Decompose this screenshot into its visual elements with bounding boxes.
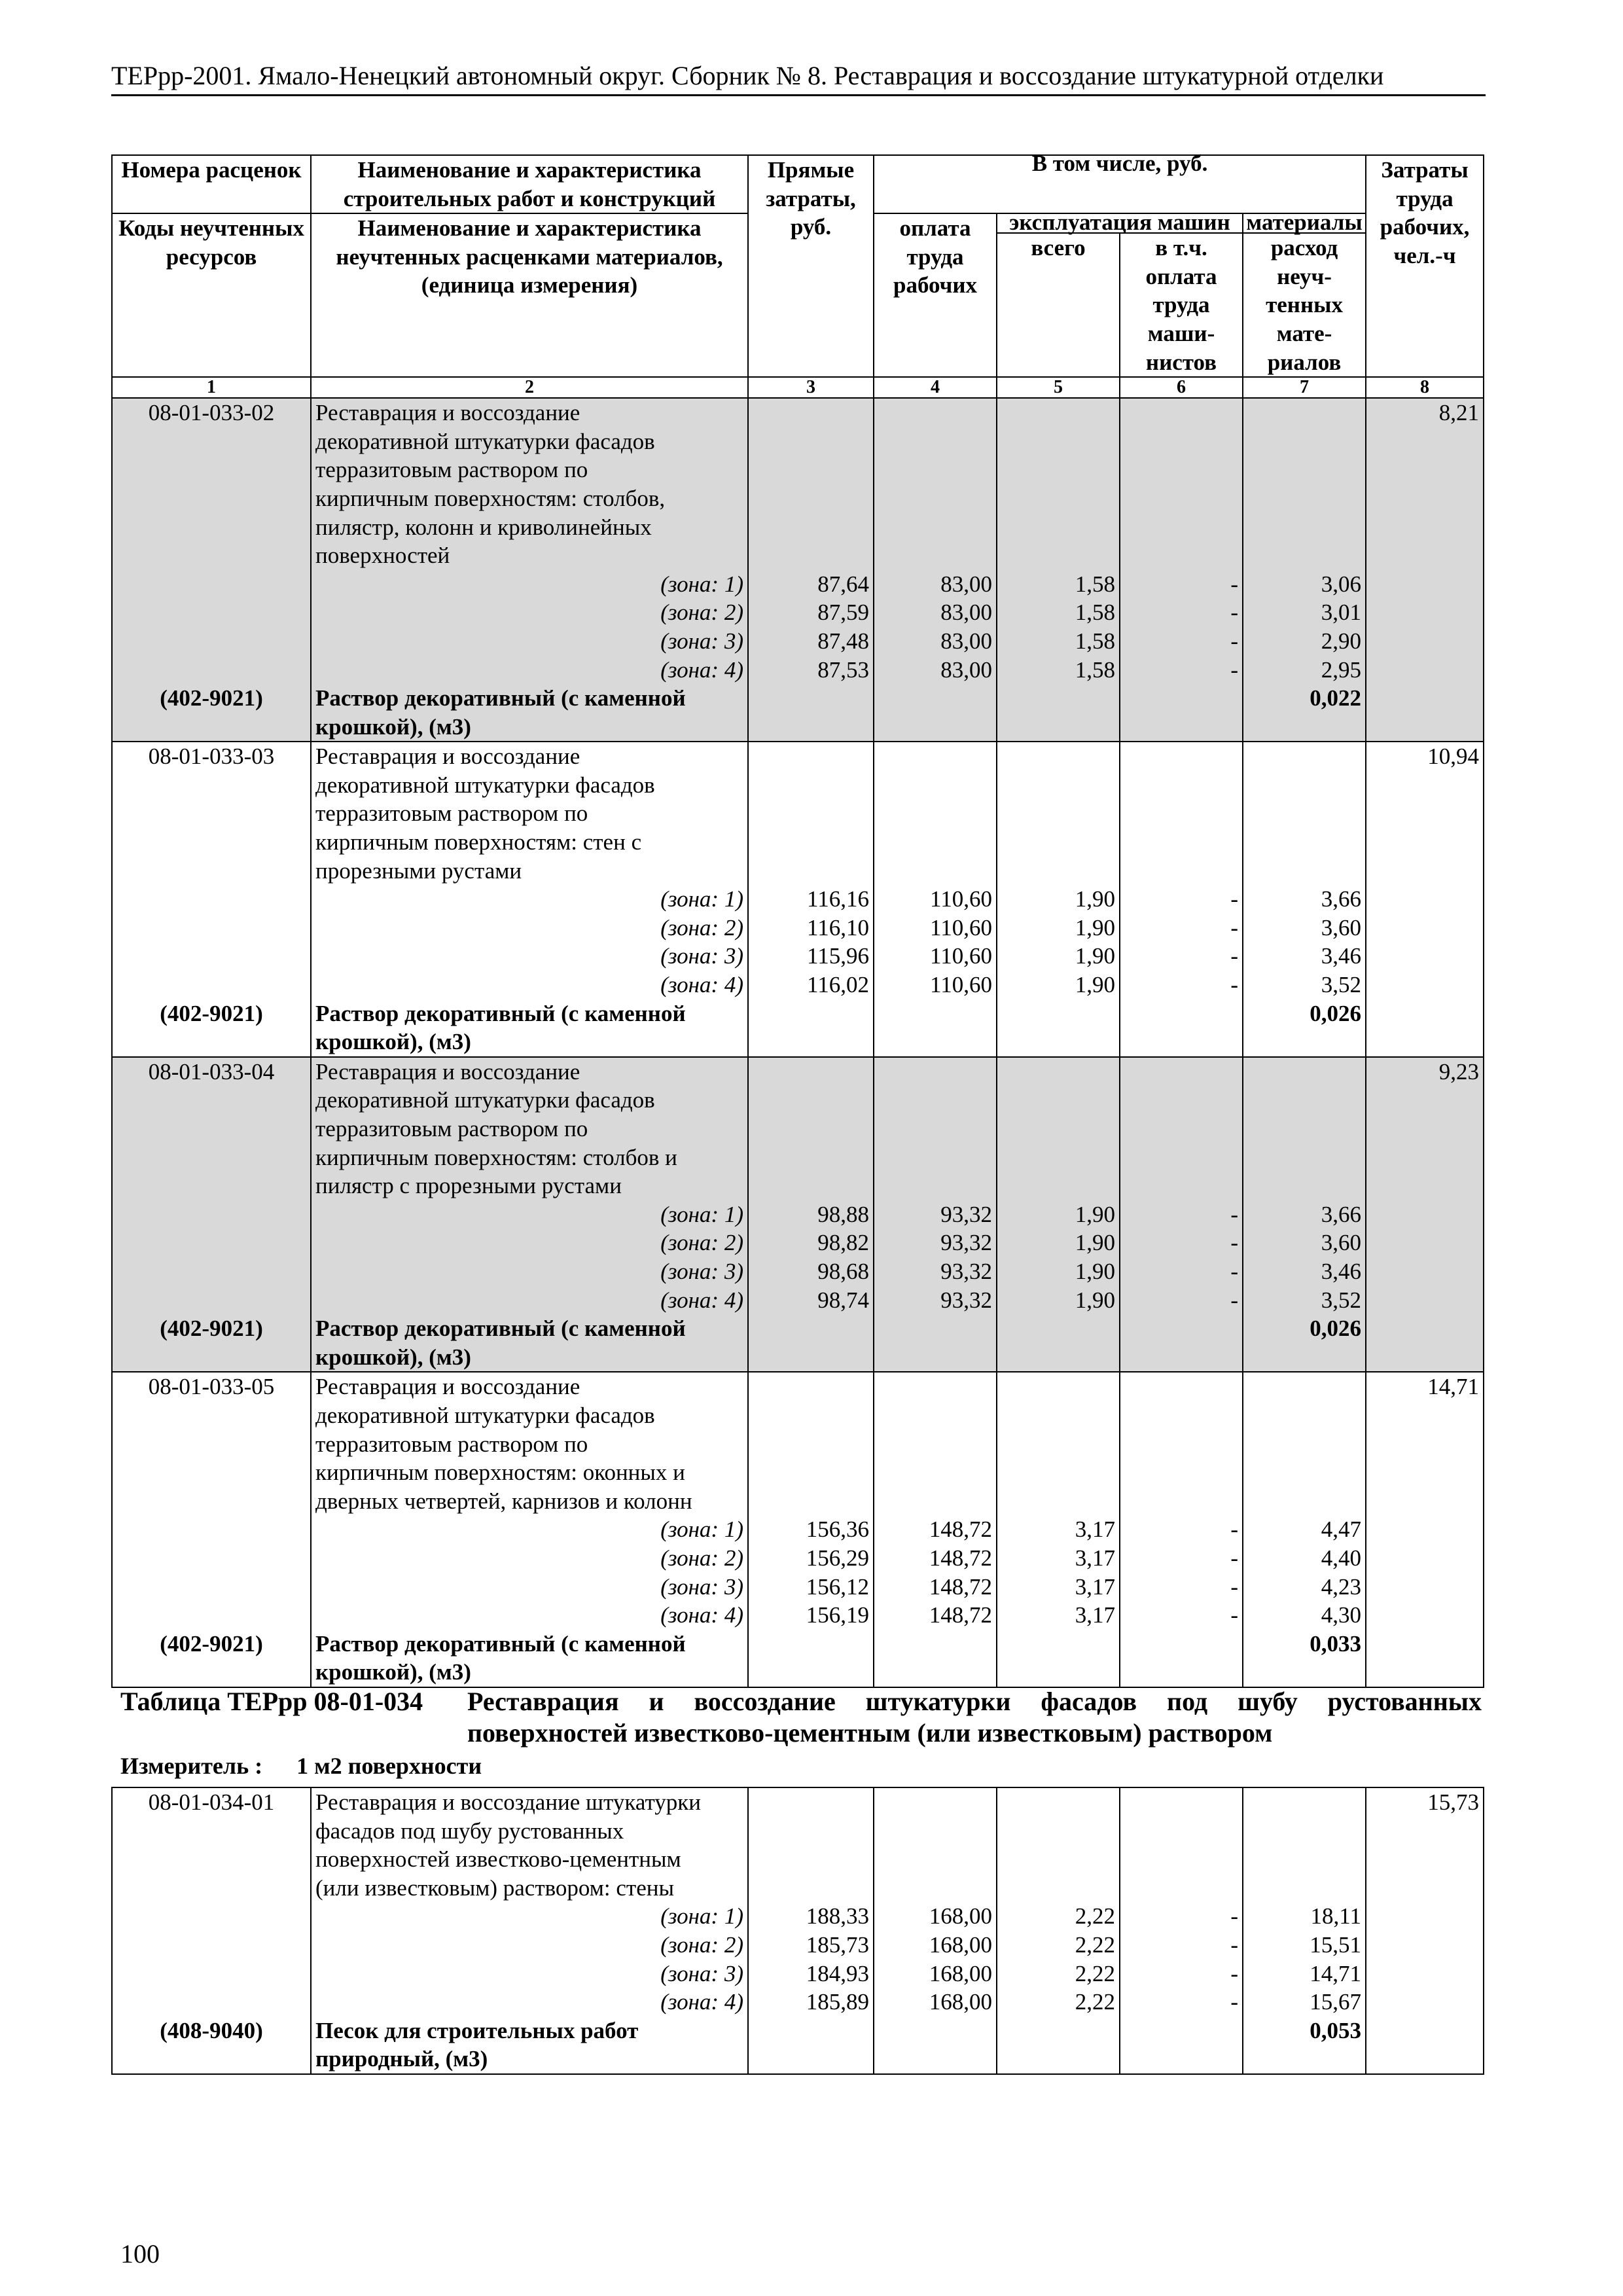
- rate-desc-line: декоративной штукатурки фасадов: [311, 1401, 748, 1430]
- zone-label: (зона: 4): [311, 1286, 748, 1315]
- col4-header: оплата труда рабочих: [874, 213, 997, 377]
- machinist-wages: -: [1120, 1573, 1243, 1602]
- measure-label: Измеритель :: [120, 1753, 263, 1779]
- col2-bottom-header: Наименование и характеристика неучтенных расценками материалов, (единица измерения): [311, 213, 748, 377]
- wages: 93,32: [874, 1257, 997, 1286]
- material-name: Раствор декоративный (с каменной: [311, 999, 748, 1028]
- material-row: [112, 1314, 1484, 1343]
- table-caption-label: Таблица ТЕРрр 08-01-034: [120, 1687, 423, 1716]
- zone-label: (зона: 3): [311, 627, 748, 656]
- col1-bottom-header: Коды неучтенных ресурсов: [112, 213, 311, 377]
- table-row: [112, 1372, 1484, 1401]
- material-name: Раствор декоративный (с каменной: [311, 1314, 748, 1343]
- zone-row: [112, 885, 1484, 914]
- materials-cost: 3,01: [1243, 598, 1366, 627]
- machines-total: 2,22: [997, 1931, 1120, 1960]
- rates-table-2: [111, 1787, 1484, 2075]
- labor-cost: 15,73: [1366, 1787, 1484, 1817]
- machinist-wages: -: [1120, 1931, 1243, 1960]
- material-code: (402-9021): [112, 1630, 311, 1659]
- material-row: [112, 999, 1484, 1028]
- material-code: (402-9021): [112, 684, 311, 713]
- machinist-wages: -: [1120, 1286, 1243, 1315]
- zone-row: [112, 570, 1484, 599]
- machines-total: 3,17: [997, 1515, 1120, 1544]
- material-qty: 0,053: [1243, 2017, 1366, 2045]
- machines-total: 1,58: [997, 570, 1120, 599]
- machinist-wages: -: [1120, 627, 1243, 656]
- material-row: [112, 2017, 1484, 2045]
- zone-label: (зона: 2): [311, 1931, 748, 1960]
- zone-row: [112, 914, 1484, 942]
- wages: 83,00: [874, 598, 997, 627]
- machines-total: 1,90: [997, 914, 1120, 942]
- material-name: Раствор декоративный (с каменной: [311, 1630, 748, 1659]
- zone-label: (зона: 1): [311, 1515, 748, 1544]
- wages: 168,00: [874, 1902, 997, 1931]
- rate-desc-line: декоративной штукатурки фасадов: [311, 427, 748, 456]
- machines-total: 1,58: [997, 627, 1120, 656]
- machinist-wages: -: [1120, 1988, 1243, 2017]
- zone-row: [112, 1200, 1484, 1229]
- table-row: [112, 398, 1484, 427]
- rate-desc-line: терразитовым раствором по: [311, 1430, 748, 1459]
- materials-cost: 4,30: [1243, 1601, 1366, 1630]
- machines-total: 2,22: [997, 1988, 1120, 2017]
- page-header: ТЕРрр-2001. Ямало-Ненецкий автономный округ. Сборник № 8. Реставрация и воссоздание штукатурной отделки: [111, 60, 1486, 96]
- materials-cost: 2,90: [1243, 627, 1366, 656]
- table-caption-text: Реставрация и воссоздание штукатурки фасадов под шубу рустованных поверхностей известково-цементным (или известковым) раствором: [467, 1687, 1482, 1748]
- direct-cost: 184,93: [748, 1960, 874, 1988]
- machines-total: 2,22: [997, 1902, 1120, 1931]
- zone-label: (зона: 4): [311, 971, 748, 999]
- material-name: Раствор декоративный (с каменной: [311, 684, 748, 713]
- direct-cost: 156,12: [748, 1573, 874, 1602]
- zone-row: [112, 1286, 1484, 1315]
- machinist-wages: -: [1120, 914, 1243, 942]
- machines-total: 3,17: [997, 1601, 1120, 1630]
- direct-cost: 98,74: [748, 1286, 874, 1315]
- machinist-wages: -: [1120, 1257, 1243, 1286]
- zone-row: [112, 1229, 1484, 1257]
- material-name: крошкой), (м3): [311, 1658, 748, 1687]
- machines-total: 2,22: [997, 1960, 1120, 1988]
- machines-total: 3,17: [997, 1544, 1120, 1573]
- materials-cost: 3,52: [1243, 1286, 1366, 1315]
- measure-line: [120, 1751, 482, 1780]
- materials-header: материалы: [1243, 213, 1366, 233]
- zone-label: (зона: 2): [311, 598, 748, 627]
- machines-total: 1,90: [997, 885, 1120, 914]
- wages: 83,00: [874, 656, 997, 685]
- col2-top-header: Наименование и характеристика строительных работ и конструкций: [311, 155, 748, 213]
- rate-code: 08-01-034-01: [112, 1787, 311, 1817]
- rate-code: 08-01-033-03: [112, 742, 311, 771]
- zone-row: [112, 1988, 1484, 2017]
- col-number: 8: [1366, 377, 1484, 398]
- materials-cost: 4,47: [1243, 1515, 1366, 1544]
- material-row: [112, 684, 1484, 713]
- materials-cost: 3,46: [1243, 942, 1366, 971]
- wages: 93,32: [874, 1229, 997, 1257]
- rates-table: [111, 151, 1484, 1688]
- materials-cost: 3,60: [1243, 1229, 1366, 1257]
- direct-cost: 185,73: [748, 1931, 874, 1960]
- materials-cost: 15,51: [1243, 1931, 1366, 1960]
- col-number: 6: [1120, 377, 1243, 398]
- direct-cost: 98,88: [748, 1200, 874, 1229]
- material-name: крошкой), (м3): [311, 1028, 748, 1057]
- material-name: Песок для строительных работ: [311, 2017, 748, 2045]
- zone-label: (зона: 2): [311, 1544, 748, 1573]
- labor-cost: 8,21: [1366, 398, 1484, 427]
- direct-cost: 156,19: [748, 1601, 874, 1630]
- machines-total: 1,90: [997, 971, 1120, 999]
- materials-cost: 3,06: [1243, 570, 1366, 599]
- machinist-wages: -: [1120, 1200, 1243, 1229]
- rate-desc-line: Реставрация и воссоздание: [311, 1057, 748, 1086]
- machines-total: 1,90: [997, 1200, 1120, 1229]
- zone-row: [112, 598, 1484, 627]
- labor-cost: 10,94: [1366, 742, 1484, 771]
- rate-desc-line: фасадов под шубу рустованных: [311, 1817, 748, 1846]
- machines-total: 1,90: [997, 1286, 1120, 1315]
- materials-cost: 3,52: [1243, 971, 1366, 999]
- rate-desc-line: пилястр с прорезными рустами: [311, 1172, 748, 1200]
- zone-label: (зона: 4): [311, 656, 748, 685]
- zone-row: [112, 942, 1484, 971]
- materials-cost: 3,66: [1243, 1200, 1366, 1229]
- wages: 110,60: [874, 885, 997, 914]
- zone-label: (зона: 1): [311, 1200, 748, 1229]
- machines-total: 1,90: [997, 942, 1120, 971]
- labor-cost: 9,23: [1366, 1057, 1484, 1086]
- rate-entry: [112, 1787, 1484, 2074]
- direct-cost: 87,59: [748, 598, 874, 627]
- rate-desc-line: кирпичным поверхностям: оконных и: [311, 1458, 748, 1487]
- zone-row: [112, 1601, 1484, 1630]
- zone-row: [112, 1573, 1484, 1602]
- direct-cost: 98,68: [748, 1257, 874, 1286]
- material-qty: 0,022: [1243, 684, 1366, 713]
- incl-header: В том числе, руб.: [874, 155, 1366, 213]
- rate-desc-line: (или известковым) раствором: стены: [311, 1874, 748, 1903]
- machinist-wages: -: [1120, 942, 1243, 971]
- col-number: 3: [748, 377, 874, 398]
- rate-desc-line: Реставрация и воссоздание: [311, 398, 748, 427]
- rate-desc-line: Реставрация и воссоздание штукатурки: [311, 1787, 748, 1817]
- material-qty: 0,026: [1243, 1314, 1366, 1343]
- zone-row: [112, 656, 1484, 685]
- rate-entry: [112, 742, 1484, 1057]
- rate-desc-line: декоративной штукатурки фасадов: [311, 1086, 748, 1115]
- machines-total: 1,58: [997, 656, 1120, 685]
- col7-header: расход неуч-тенных мате-риалов: [1243, 233, 1366, 377]
- wages: 148,72: [874, 1573, 997, 1602]
- zone-label: (зона: 3): [311, 942, 748, 971]
- material-code: (408-9040): [112, 2017, 311, 2045]
- zone-row: [112, 1931, 1484, 1960]
- machines-header: эксплуатация машин: [997, 213, 1243, 233]
- wages: 168,00: [874, 1988, 997, 2017]
- table-row: [112, 1057, 1484, 1086]
- zone-label: (зона: 4): [311, 1601, 748, 1630]
- direct-cost: 116,16: [748, 885, 874, 914]
- zone-label: (зона: 3): [311, 1960, 748, 1988]
- machinist-wages: -: [1120, 1515, 1243, 1544]
- rate-desc-line: терразитовым раствором по: [311, 1115, 748, 1143]
- machinist-wages: -: [1120, 1229, 1243, 1257]
- machinist-wages: -: [1120, 885, 1243, 914]
- machines-total: 1,90: [997, 1257, 1120, 1286]
- col-number: 1: [112, 377, 311, 398]
- machines-total: 1,90: [997, 1229, 1120, 1257]
- col-number: 4: [874, 377, 997, 398]
- rate-desc-line: поверхностей известково-цементным: [311, 1845, 748, 1874]
- material-code: (402-9021): [112, 1314, 311, 1343]
- wages: 83,00: [874, 627, 997, 656]
- zone-label: (зона: 2): [311, 1229, 748, 1257]
- machinist-wages: -: [1120, 1544, 1243, 1573]
- materials-cost: 14,71: [1243, 1960, 1366, 1988]
- material-name: природный, (м3): [311, 2045, 748, 2074]
- machinist-wages: -: [1120, 598, 1243, 627]
- machinist-wages: -: [1120, 1960, 1243, 1988]
- rate-desc-line: дверных четвертей, карнизов и колонн: [311, 1487, 748, 1516]
- zone-label: (зона: 1): [311, 1902, 748, 1931]
- zone-row: [112, 1515, 1484, 1544]
- rate-desc-line: Реставрация и воссоздание: [311, 1372, 748, 1401]
- zone-row: [112, 1960, 1484, 1988]
- materials-cost: 2,95: [1243, 656, 1366, 685]
- col8-header: Затраты труда рабочих, чел.-ч: [1366, 155, 1484, 377]
- wages: 83,00: [874, 570, 997, 599]
- zone-label: (зона: 3): [311, 1257, 748, 1286]
- rate-desc-line: пилястр, колонн и криволинейных: [311, 513, 748, 542]
- rate-desc-line: Реставрация и воссоздание: [311, 742, 748, 771]
- materials-cost: 15,67: [1243, 1988, 1366, 2017]
- labor-cost: 14,71: [1366, 1372, 1484, 1401]
- table-header: [112, 151, 1484, 398]
- machines-total: 3,17: [997, 1573, 1120, 1602]
- wages: 148,72: [874, 1601, 997, 1630]
- col-number: 2: [311, 377, 748, 398]
- rate-entry: [112, 398, 1484, 742]
- rate-desc-line: кирпичным поверхностям: стен с: [311, 828, 748, 857]
- zone-row: [112, 1544, 1484, 1573]
- rate-entry: [112, 1372, 1484, 1687]
- direct-cost: 156,36: [748, 1515, 874, 1544]
- machinist-wages: -: [1120, 570, 1243, 599]
- direct-cost: 156,29: [748, 1544, 874, 1573]
- table-row: [112, 1787, 1484, 1817]
- zone-label: (зона: 3): [311, 1573, 748, 1602]
- material-code: (402-9021): [112, 999, 311, 1028]
- wages: 93,32: [874, 1200, 997, 1229]
- wages: 148,72: [874, 1544, 997, 1573]
- materials-cost: 18,11: [1243, 1902, 1366, 1931]
- materials-cost: 4,40: [1243, 1544, 1366, 1573]
- rate-code: 08-01-033-05: [112, 1372, 311, 1401]
- direct-cost: 87,48: [748, 627, 874, 656]
- direct-cost: 116,10: [748, 914, 874, 942]
- table-row: [112, 742, 1484, 771]
- wages: 110,60: [874, 942, 997, 971]
- wages: 168,00: [874, 1960, 997, 1988]
- material-qty: 0,033: [1243, 1630, 1366, 1659]
- measure-unit: 1 м2 поверхности: [296, 1753, 482, 1779]
- materials-cost: 4,23: [1243, 1573, 1366, 1602]
- machinist-wages: -: [1120, 971, 1243, 999]
- direct-cost: 87,53: [748, 656, 874, 685]
- col3-header: Прямые затраты, руб.: [748, 155, 874, 377]
- wages: 93,32: [874, 1286, 997, 1315]
- rate-desc-line: терразитовым раствором по: [311, 456, 748, 484]
- direct-cost: 188,33: [748, 1902, 874, 1931]
- material-qty: 0,026: [1243, 999, 1366, 1028]
- wages: 110,60: [874, 914, 997, 942]
- col6-header: в т.ч. оплата труда маши-нистов: [1120, 233, 1243, 377]
- rate-desc-line: терразитовым раствором по: [311, 799, 748, 828]
- rate-desc-line: кирпичным поверхностям: столбов,: [311, 484, 748, 513]
- wages: 148,72: [874, 1515, 997, 1544]
- zone-row: [112, 1257, 1484, 1286]
- material-name: крошкой), (м3): [311, 713, 748, 742]
- materials-cost: 3,46: [1243, 1257, 1366, 1286]
- direct-cost: 116,02: [748, 971, 874, 999]
- direct-cost: 115,96: [748, 942, 874, 971]
- rate-desc-line: поверхностей: [311, 541, 748, 570]
- rate-entry: [112, 1057, 1484, 1372]
- direct-cost: 87,64: [748, 570, 874, 599]
- material-row: [112, 1630, 1484, 1659]
- materials-cost: 3,66: [1243, 885, 1366, 914]
- page-number: 100: [120, 2239, 160, 2269]
- materials-cost: 3,60: [1243, 914, 1366, 942]
- col1-top-header: Номера расценок: [112, 155, 311, 213]
- zone-label: (зона: 4): [311, 1988, 748, 2017]
- direct-cost: 185,89: [748, 1988, 874, 2017]
- direct-cost: 98,82: [748, 1229, 874, 1257]
- zone-label: (зона: 1): [311, 570, 748, 599]
- rate-code: 08-01-033-04: [112, 1057, 311, 1086]
- machines-total: 1,58: [997, 598, 1120, 627]
- zone-row: [112, 627, 1484, 656]
- col-number: 5: [997, 377, 1120, 398]
- wages: 168,00: [874, 1931, 997, 1960]
- col5-header: всего: [997, 233, 1120, 377]
- machinist-wages: -: [1120, 1601, 1243, 1630]
- rate-desc-line: кирпичным поверхностям: столбов и: [311, 1143, 748, 1172]
- rate-desc-line: декоративной штукатурки фасадов: [311, 771, 748, 800]
- zone-label: (зона: 2): [311, 914, 748, 942]
- machinist-wages: -: [1120, 1902, 1243, 1931]
- zone-label: (зона: 1): [311, 885, 748, 914]
- material-name: крошкой), (м3): [311, 1343, 748, 1372]
- zone-row: [112, 971, 1484, 999]
- rate-desc-line: прорезными рустами: [311, 857, 748, 886]
- wages: 110,60: [874, 971, 997, 999]
- rate-code: 08-01-033-02: [112, 398, 311, 427]
- machinist-wages: -: [1120, 656, 1243, 685]
- col-number: 7: [1243, 377, 1366, 398]
- zone-row: [112, 1902, 1484, 1931]
